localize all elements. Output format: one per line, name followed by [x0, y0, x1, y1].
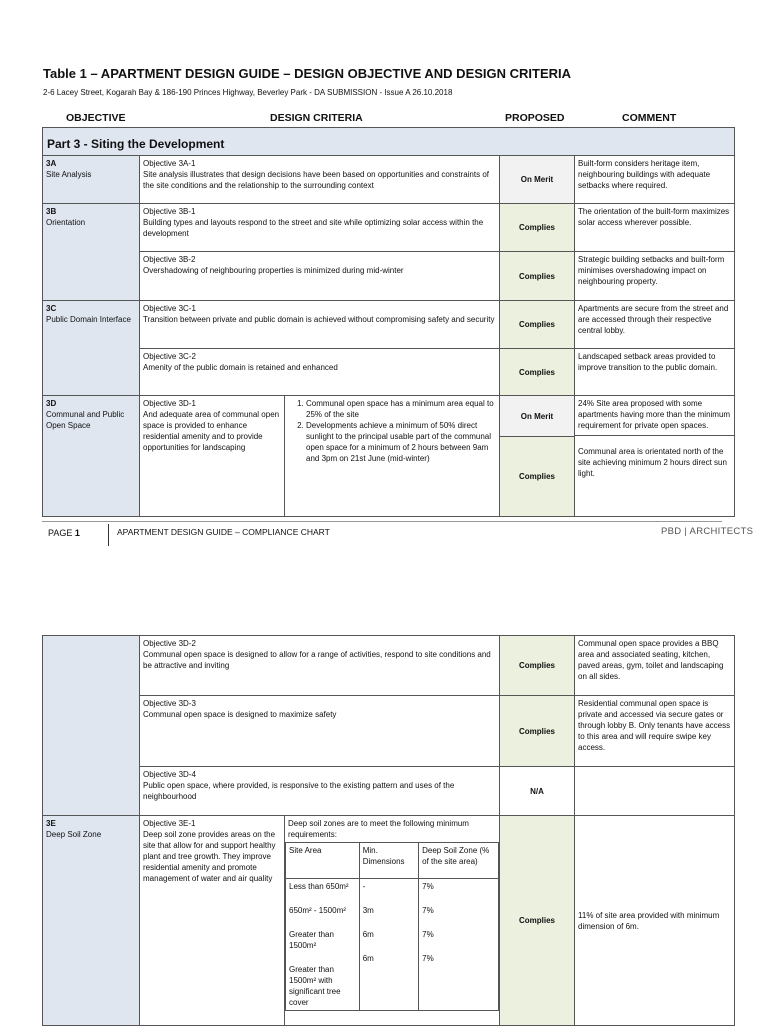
compliance-table-page-1: [42, 127, 735, 517]
comment-cell: [575, 767, 735, 816]
comment-cell: Apartments are secure from the street and are accessed through their respective central lobby.: [575, 301, 735, 349]
criteria-cell: Objective 3D-3 Communal open space is designed to maximize safety: [140, 696, 500, 767]
table-row: [43, 156, 735, 204]
table-row: [43, 301, 735, 349]
header-design-criteria: DESIGN CRITERIA: [270, 112, 363, 124]
criteria-item: 2. Developments achieve a minimum of 50% direct sunlight to the principal usable part of the communal open space for a minimum of 2 hours between 9am and 3pm on 21st June (mid-winter): [306, 420, 496, 464]
objective-cell: 3B Orientation: [43, 204, 140, 301]
compliance-table-page-2: [42, 635, 735, 1026]
proposed-value: On Merit: [500, 396, 574, 437]
footer-separator: [108, 524, 109, 546]
proposed-cell: Complies: [500, 696, 575, 767]
proposed-cell: Complies: [500, 301, 575, 349]
criteria-cell: Objective 3A-1 Site analysis illustrates that design decisions have been based on opportunities and constraints of the site conditions and the relationship to the surrounding context: [140, 156, 500, 204]
criteria-cell: Objective 3B-1 Building types and layouts respond to the street and site while optimizing solar access within the development: [140, 204, 500, 252]
inner-header: Min. Dimensions: [359, 843, 418, 879]
criteria-item: 1. Communal open space has a minimum area equal to 25% of the site: [306, 398, 496, 420]
objective-cell: 3A Site Analysis: [43, 156, 140, 204]
document-title: Table 1 – APARTMENT DESIGN GUIDE – DESIGN OBJECTIVE AND DESIGN CRITERIA: [43, 66, 572, 81]
footer-title: APARTMENT DESIGN GUIDE – COMPLIANCE CHART: [117, 527, 330, 537]
criteria-cell: Objective 3D-4 Public open space, where provided, is responsive to the existing pattern and uses of the neighbourhood: [140, 767, 500, 816]
deep-soil-percent-list: 7% 7% 7% 7%: [419, 879, 499, 1011]
objective-cell: 3C Public Domain Interface: [43, 301, 140, 396]
proposed-cell: N/A: [500, 767, 575, 816]
proposed-cell: Complies: [500, 816, 575, 1026]
criteria-cell: [285, 396, 500, 517]
criteria-cell: Objective 3D-2 Communal open space is designed to allow for a range of activities, respond to site conditions and be attractive and inviting: [140, 636, 500, 696]
objective-cell: 3D Communal and Public Open Space: [43, 396, 140, 517]
table-row: [43, 252, 735, 301]
header-comment: COMMENT: [622, 112, 677, 124]
table-row: [43, 204, 735, 252]
proposed-cell: Complies: [500, 349, 575, 396]
comment-value: 24% Site area proposed with some apartments having more than the minimum requirement for private open spaces.: [575, 396, 734, 436]
table-row: [43, 696, 735, 767]
table-row: [43, 349, 735, 396]
comment-cell: Residential communal open space is private and accessed via secure gates or through lobby B. Only tenants have access to this area and will require swipe key access.: [575, 696, 735, 767]
table-row: [43, 767, 735, 816]
deep-soil-requirements-table: [285, 842, 499, 1011]
table-row: [43, 816, 735, 1026]
footer-divider: [42, 521, 722, 522]
comment-value: Communal area is orientated north of the site achieving minimum 2 hours direct sun light.: [578, 447, 727, 478]
proposed-cell: Complies: [500, 636, 575, 696]
comment-cell: Landscaped setback areas provided to improve transition to the public domain.: [575, 349, 735, 396]
comment-cell: Communal open space provides a BBQ area and associated seating, kitchen, paved areas, gym, toilet and landscaping on all sides.: [575, 636, 735, 696]
proposed-cell: Complies: [500, 204, 575, 252]
table-row: [43, 396, 735, 517]
objective-text-cell: Objective 3E-1 Deep soil zone provides areas on the site that allow for and support healthy plant and tree growth. They improve residential amenity and promote management of water and air quality: [140, 816, 285, 1026]
comment-cell: 11% of site area provided with minimum dimension of 6m.: [575, 816, 735, 1026]
proposed-cell: Complies: [500, 252, 575, 301]
inner-header: Site Area: [286, 843, 360, 879]
proposed-value: Complies: [500, 437, 574, 516]
min-dimensions-list: - 3m 6m 6m: [359, 879, 418, 1011]
proposed-cell: On Merit: [500, 156, 575, 204]
comment-cell: The orientation of the built-form maximizes solar access wherever possible.: [575, 204, 735, 252]
header-objective: OBJECTIVE: [66, 112, 126, 124]
document-subtitle: 2-6 Lacey Street, Kogarah Bay & 186-190 Princes Highway, Beverley Park - DA SUBMISSION - Issue A 26.10.2018: [43, 88, 453, 97]
comment-cell: Strategic building setbacks and built-form minimises overshadowing impact on neighbouring property.: [575, 252, 735, 301]
site-area-list: Less than 650m² 650m² - 1500m² Greater than 1500m² Greater than 1500m² with significant tree cover: [286, 879, 360, 1011]
proposed-cell: [500, 396, 575, 517]
comment-cell: [575, 396, 735, 517]
objective-cell: [43, 636, 140, 816]
comment-cell: Built-form considers heritage item, neighbouring buildings with adequate setbacks where required.: [575, 156, 735, 204]
inner-header: Deep Soil Zone (% of the site area): [419, 843, 499, 879]
criteria-cell: Objective 3C-2 Amenity of the public domain is retained and enhanced: [140, 349, 500, 396]
section-heading: Part 3 - Siting the Development: [43, 128, 735, 156]
criteria-cell: Objective 3B-2 Overshadowing of neighbouring properties is minimized during mid-winter: [140, 252, 500, 301]
footer-page-number: PAGE 1: [48, 528, 80, 538]
criteria-cell: Objective 3C-1 Transition between private and public domain is achieved without compromising safety and security: [140, 301, 500, 349]
criteria-cell: [285, 816, 500, 1026]
header-proposed: PROPOSED: [505, 112, 565, 124]
architect-logo: PBD | ARCHITECTS: [661, 526, 754, 537]
objective-text-cell: Objective 3D-1 And adequate area of communal open space is provided to enhance residential amenity and to provide opportunities for landscaping: [140, 396, 285, 517]
table-row: [43, 636, 735, 696]
criteria-intro: Deep soil zones are to meet the following minimum requirements:: [288, 819, 469, 839]
objective-cell: 3E Deep Soil Zone: [43, 816, 140, 1026]
